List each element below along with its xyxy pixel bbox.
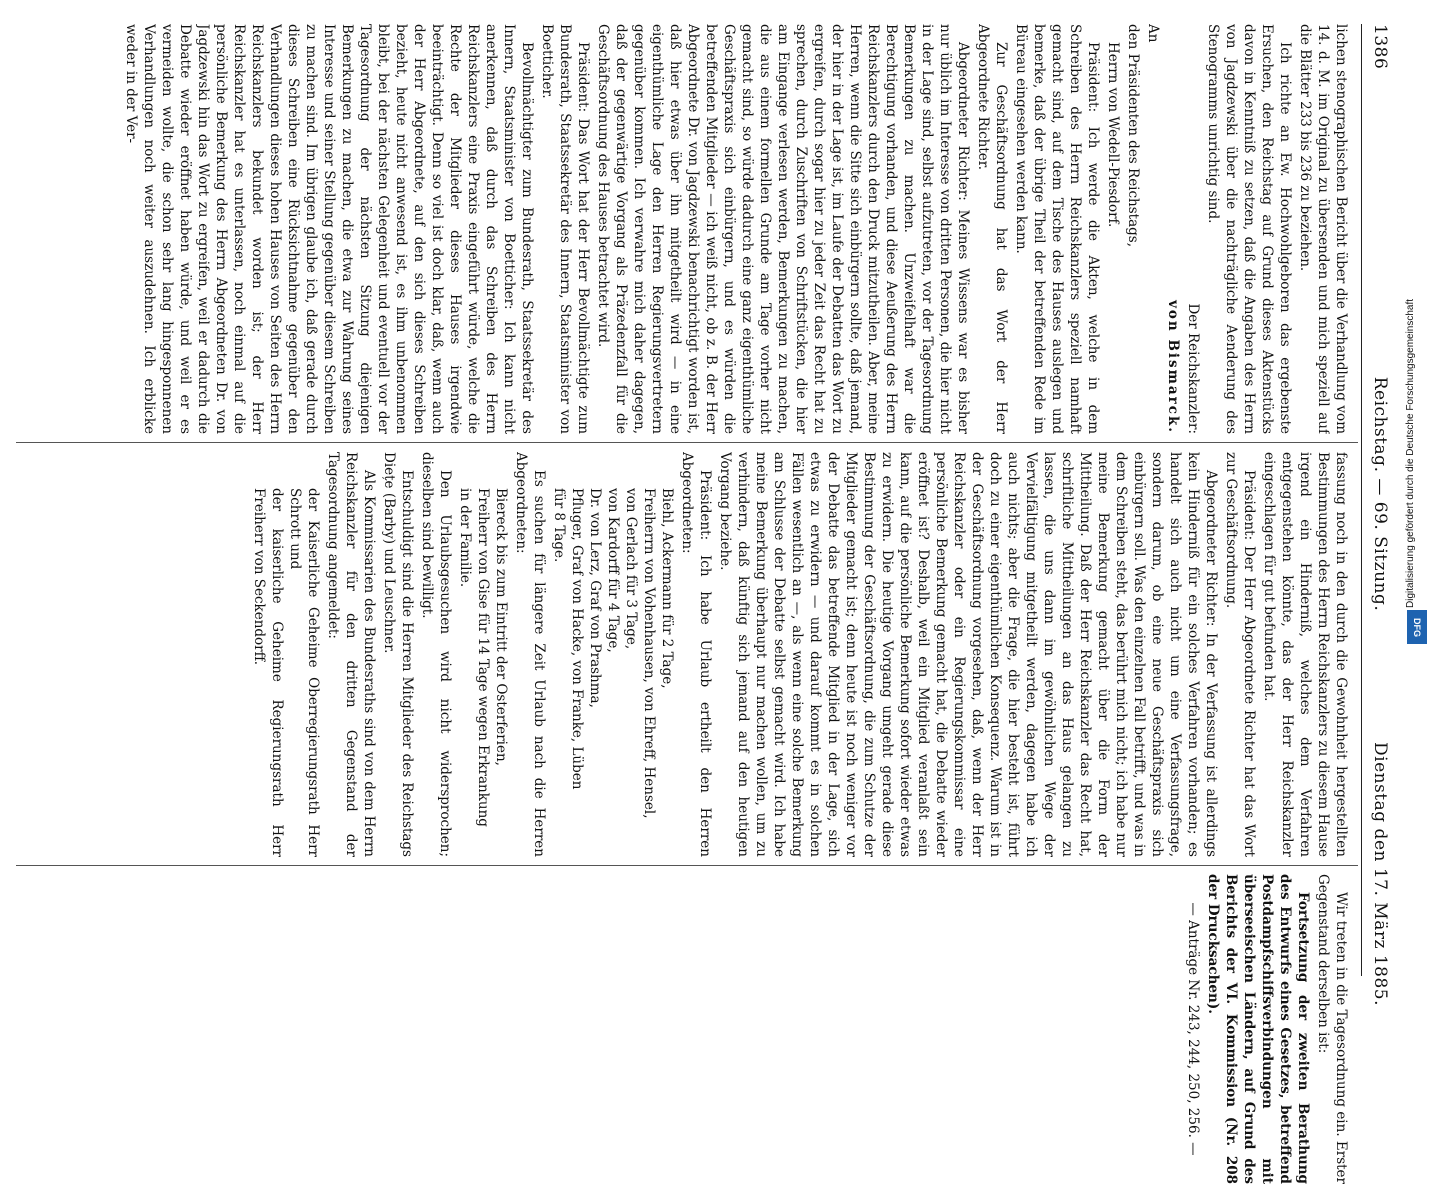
agenda-item: Fortsetzung der zweiten Berathung des Entwurfs eines Gesetzes, betreffend Postdampfschiffsverbindungen mit überseeischen Ländern, auf Grund des Berichts der VI. Kommission (Nr. 208 der Drucksachen).: [1205, 874, 1311, 1184]
watermark-text: Digitalisierung gefördert durch die Deutsche Forschungsgemeinschaft: [1405, 298, 1416, 608]
motions-line: — Anträge Nr. 243, 244, 250, 256. —: [1185, 902, 1201, 1156]
page-number: 1386: [1370, 24, 1390, 70]
address-line: An: [1145, 24, 1161, 43]
column-divider: [16, 865, 1358, 866]
list-item: der Kaiserliche Geheime Oberregierungsrath Herr Schrott und: [287, 488, 321, 857]
paragraph: Präsident: Das Wort hat der Herr Bevollmächtigte zum Bundesrath, Staatssekretär des Innern, Staatsminister von Boetticher.: [539, 24, 591, 434]
header-right: Dienstag den 17. März 1885.: [1370, 742, 1390, 1006]
leave-list: [456, 452, 510, 857]
running-head: [1361, 24, 1392, 1006]
commissioner-list: [250, 452, 322, 857]
signature: von Bismarck.: [1165, 300, 1181, 434]
paragraph: Präsident: Der Herr Abgeordnete Richter hat das Wort zur Geschäftsordnung.: [1223, 452, 1257, 857]
list-item: in der Familie.: [457, 488, 473, 588]
dfg-logo-icon: DFG: [1407, 610, 1427, 644]
paragraph: Entschuldigt sind die Herren Mitglieder des Reichstags Diețe (Barby) und Leuschner.: [381, 452, 415, 857]
column-left: [16, 24, 1350, 434]
list-item: von Kardorff für 4 Tage,: [605, 488, 621, 653]
paragraph: Präsident: Ich habe Urlaub ertheilt den Herren Abgeordneten:: [679, 452, 713, 857]
leave-list: [550, 452, 676, 857]
paragraph: lichen stenographischen Bericht über die Verhandlung vom 14. d. M. im Original zu übersenden und mich speziell auf die Blätter 233 bis 236 zu beziehen.: [1297, 24, 1349, 434]
paragraph: fassung noch in den durch die Gewohnheit hergestellten Bestimmungen des Herrn Reichskanzlers zu diesem Hause irgend ein Hinderniß, welches dem Verfahren entgegenstehen könnte, das der Herr Reichskanzler eingeschlagen für gut befunden hat.: [1261, 452, 1349, 857]
list-item: Freiherr von Gise für 14 Tage wegen Erkrankung: [475, 488, 491, 827]
list-item: Biehl, Ackermann für 2 Tage,: [659, 488, 675, 689]
column-right: [16, 874, 1350, 1184]
column-middle: [16, 452, 1350, 857]
address-line: Herrn von Wedell-Piesdorf.: [1105, 42, 1121, 228]
paragraph: Als Kommissarien des Bundesraths sind von dem Herrn Reichskanzler für den dritten Gegenstand der Tagesordnung angemeldet:: [325, 452, 377, 857]
paragraph: Abgeordneter Richter: In der Verfassung ist allerdings kein Hinderniß für ein solches Verfahren vorhanden; es handelt sich auch nicht um eine Verfassungsfrage, sondern darum, ob eine neue Geschäftspraxis sich einbürgern soll. Was den einzelnen Fall betrifft, und was in dem Schreiben steht, das berührt mich nicht; ich habe nur meine Bemerkung gemacht über die Form der Mittheilung. Daß der Herr Reichskanzler das Recht hat, schriftliche Mittheilungen an das Haus gelangen zu lassen, die uns dann im gewöhnlichen Wege der Vervielfältigung mitgetheilt werden, dagegen habe ich auch nichts; aber die Frage, die hier besteht ist, führt doch zu einer eigenthümlichen Konsequenz. Warum ist in der Geschäftsordnung vorgesehen, daß, wenn der Herr Reichskanzler oder ein Regierungskommissar eine persönliche Bemerkung gemacht hat, die Debatte wieder eröffnet ist? Deshalb, weil ein Mitglied veranlaßt sein kann, auf die persönliche Bemerkung sofort wieder etwas zu erwidern. Die heutige Vorgang umgeht gerade diese Bestimmung der Geschäftsordnung, die zum Schutze der Mitglieder gemacht ist; denn heute ist noch weniger vor der Debatte das betreffende Mitglied in der Lage, sich etwas zu erwidern — und darauf kommt es in solchen Fällen wesentlich an —, als wenn eine solche Bemerkung am Schlusse der Debatte selbst gemacht wird. Ich habe meine Bemerkung überhaupt nur machen wollen, um zu verhindern, daß künftig sich jemand auf den heutigen Vorgang beziehe.: [717, 452, 1219, 857]
paragraph: Präsident: Ich werde die Akten, welche in dem Schreiben des Herrn Reichskanzlers speziell namhaft gemacht sind, auf dem Tische des Hauses auslegen und bemerke, daß der übrige Theil der betreffenden Rede im Büreau eingesehen werden kann.: [1013, 24, 1101, 434]
list-item: von Gerlach für 3 Tage,: [623, 488, 639, 650]
header-left: Reichstag. — 69. Sitzung.: [1370, 376, 1390, 612]
list-item: der kaiserliche Geheime Regierungsrath Herr Freiherr von Seckendorff.: [251, 488, 285, 857]
list-item: Freiherrn von Vohenhausen, von Ehreff, Hensel,: [641, 488, 657, 819]
list-item: Dr. von Lerz, Graf von Prashma,: [587, 488, 603, 708]
paragraph: Den Urlaubsgesuchen wird nicht widersprochen; dieselben sind bewilligt.: [419, 452, 453, 857]
paragraph: Es suchen für längere Zeit Urlaub nach die Herren Abgeordneten:: [513, 452, 547, 857]
list-item: Pfluger, Graf von Hacke, von Franke, Lüben: [569, 488, 585, 790]
paragraph: Ich richte an Ew. Hochwohlgeboren das ergebenste Ersuchen, den Reichstag auf Grund dieses Aktenstücks davon in Kenntniß zu setzen, daß die Angaben des Herrn von Jagdzewski über die nachträgliche Aenderung des Stenogramms unrichtig sind.: [1205, 24, 1293, 434]
rotated-document-page: [10, 4, 1402, 1184]
list-item: für 8 Tage.: [551, 488, 567, 563]
paragraph: Zur Geschäftsordnung hat das Wort der Herr Abgeordnete Richter.: [975, 24, 1009, 434]
paragraph: Abgeordneter Richter: Meines Wissens war es bisher nur üblich im Interesse von dritten Personen, die hier nicht in der Lage sind, selbst aufzutreten, vor der Tagesordnung Bemerkungen zu machen. Unzweifelhaft war die Berechtigung vorhanden, und diese Aeußerung des Herrn Reichskanzlers durch den Druck mitzutheilen. Aber, meine Herren, wenn die Sitte sich einbürgern sollte, daß jemand, der hier in der Lage ist, im Laufe der Debatten das Wort zu ergreifen, durch sogar hier zu jeder Zeit das Recht hat zu sprechen, durch Zuschriften von Schriftstücken, die hier am Eingange verlesen werden, Bemerkungen zu machen, die aus einem formellen Grunde am Tage vorher nicht gemacht sind, so würde dadurch eine ganz eigenthümliche Geschäftspraxis sich einbürgern, und es würden die betreffenden Mitglieder — ich weiß nicht, ob z. B. der Herr Abgeordnete Dr. von Jagdzewski benachrichtigt worden ist, daß hier etwas über ihn mitgetheilt wird — in eine eigenthümliche Lage den Herren Regierungsvertretern gegenüber kommen. Ich verwahre mich daher dagegen, daß der gegenwärtige Vorgang als Präzedenzfall für die Geschäftsordnung des Hauses betrachtet wird.: [595, 24, 971, 434]
closing: Der Reichskanzler:: [1185, 303, 1201, 434]
paragraph: Wir treten in die Tagesordnung ein. Erster Gegenstand derselben ist:: [1315, 874, 1349, 1184]
column-divider: [16, 442, 1358, 443]
list-item: Biereck bis zum Eintritt der Osterferien,: [493, 488, 509, 766]
digitization-watermark: [1404, 8, 1430, 648]
paragraph: Bevollmächtigter zum Bundesrath, Staatssekretär des Innern, Staatsminister von Boetticher: Ich kann nicht anerkennen, daß durch das Schreiben des Herrn Reichskanzlers eine Praxis eingeführt würde, welche die Rechte der Mitglieder dieses Hauses irgendwie beeinträchtigt. Denn so viel ist doch klar, daß, wenn auch der Herr Abgeordnete, auf den sich dieses Schreiben bezieht, heute nicht anwesend ist, es ihm unbenommen bleibt, bei der nächsten Gelegenheit und eventuell vor der Tagesordnung der nächsten Sitzung diejenigen Bemerkungen zu machen, die etwa zur Wahrung seines Interesse und seiner Stellung gegenüber diesem Schreiben zu machen sind. Im übrigen glaube ich, daß gerade durch dieses Schreiben eine Rücksichtnahme gegenüber den Verhandlungen dieses hohen Hauses von Seiten des Herrn Reichskanzlers bekundet worden ist; der Herr Reichskanzler hat es unterlassen, noch einmal auf die persönliche Bemerkung des Herrn Abgeordneten Dr. von Jagdzewski hin das Wort zu ergreifen, weil er dadurch die Debatte wieder eröffnet haben würde, und weil er es vermeiden wollte, die schon sehr lang hingesponnenen Verhandlungen noch weiter auszudehnen. Ich erblicke weder in der Ver-: [123, 24, 535, 434]
address-line: den Präsidenten des Reichstags,: [1125, 24, 1141, 248]
